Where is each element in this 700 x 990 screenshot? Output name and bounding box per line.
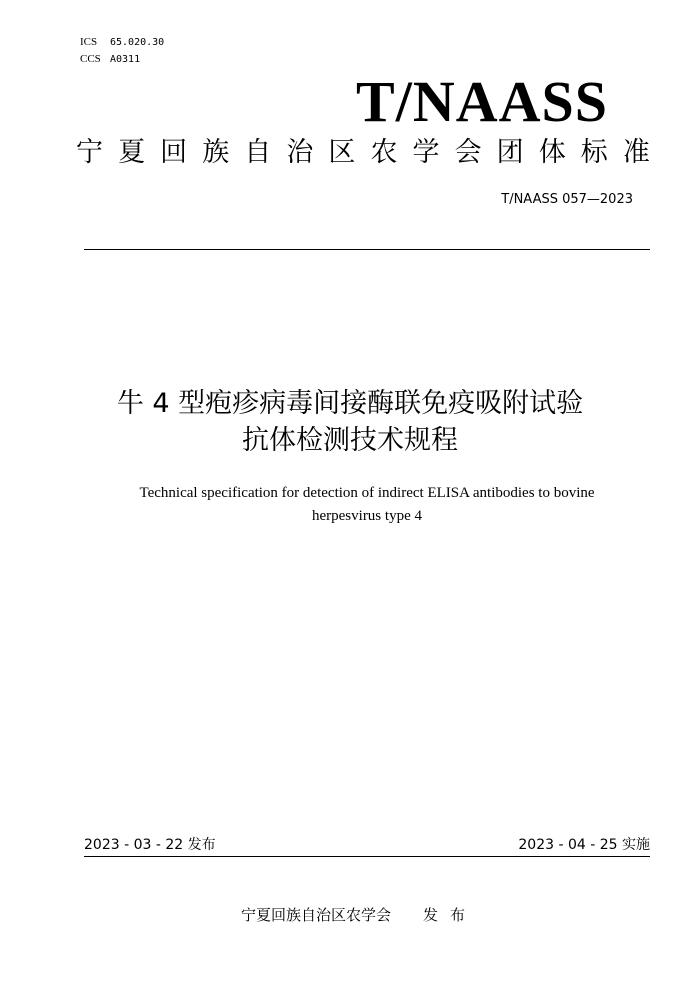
ics-value: 65.020.30 bbox=[110, 37, 165, 48]
org-title-char: 夏 bbox=[118, 137, 146, 168]
bottom-divider bbox=[84, 856, 650, 857]
ics-label: ICS bbox=[80, 36, 98, 48]
org-title-char: 回 bbox=[160, 137, 188, 168]
org-title-char: 准 bbox=[622, 137, 650, 168]
publisher-name: 宁夏回族自治区农学会 bbox=[240, 906, 391, 924]
org-title-char: 体 bbox=[538, 137, 566, 168]
organization-standard-title bbox=[76, 135, 650, 171]
ccs-code bbox=[80, 52, 140, 67]
publish-label: 发布 bbox=[423, 906, 478, 924]
org-title-char: 区 bbox=[328, 137, 356, 168]
implementation-date: 2023 - 04 - 25 实施 bbox=[518, 837, 650, 853]
org-title-char: 学 bbox=[412, 137, 440, 168]
chinese-title-line-1: 牛 4 型疱疹病毒间接酶联免疫吸附试验 bbox=[116, 388, 584, 419]
ics-code bbox=[80, 35, 164, 50]
english-title-line-1: Technical specification for detection of indirect ELISA antibodies to bovine bbox=[139, 485, 595, 501]
standard-logo: T/NAASS bbox=[356, 69, 608, 134]
org-title-char: 标 bbox=[580, 137, 608, 168]
org-title-char: 团 bbox=[496, 137, 524, 168]
publisher-line bbox=[0, 905, 700, 925]
standard-number: T/NAASS 057—2023 bbox=[501, 192, 633, 207]
ccs-value: A0311 bbox=[110, 54, 141, 65]
english-title-line-2: herpesvirus type 4 bbox=[312, 508, 422, 524]
top-divider bbox=[84, 249, 650, 250]
org-title-char: 会 bbox=[454, 137, 482, 168]
org-title-char: 农 bbox=[370, 137, 398, 168]
org-title-char: 宁 bbox=[76, 137, 103, 168]
org-title-char: 自 bbox=[244, 137, 272, 168]
org-title-char: 族 bbox=[202, 137, 230, 168]
org-title-char: 治 bbox=[286, 137, 314, 168]
ccs-label: CCS bbox=[80, 53, 101, 65]
chinese-title-line-2: 抗体检测技术规程 bbox=[242, 425, 458, 456]
issue-date: 2023 - 03 - 22 发布 bbox=[84, 837, 216, 853]
